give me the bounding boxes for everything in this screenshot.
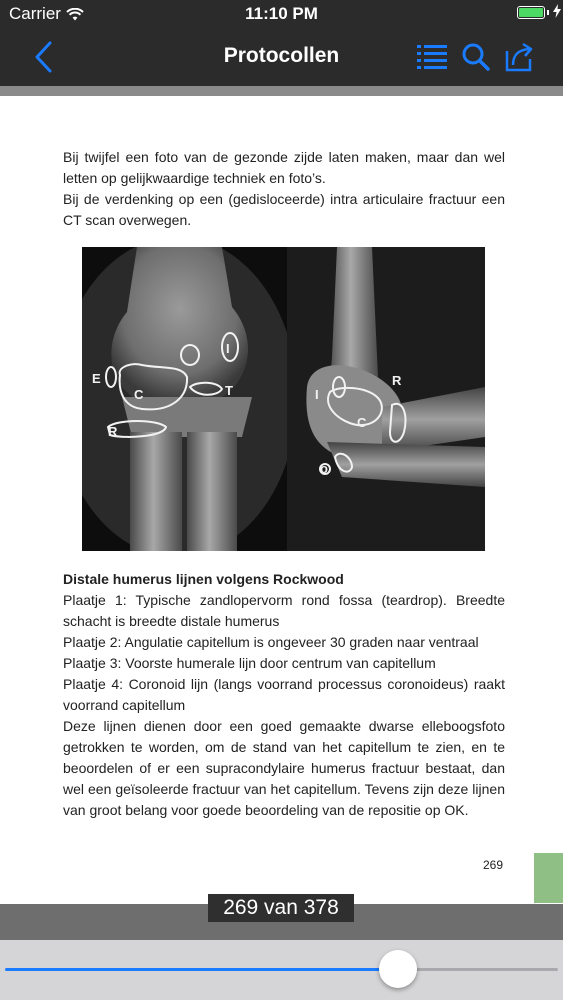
document-page[interactable] [0, 96, 563, 904]
intro-text [63, 147, 505, 231]
share-button[interactable] [504, 41, 534, 78]
status-bar [0, 0, 563, 28]
page-slider[interactable] [0, 940, 563, 1000]
chapter-tab [534, 853, 563, 903]
slider-thumb[interactable] [379, 950, 417, 988]
caption-line: Plaatje 1: Typische zandlopervorm rond fossa (teardrop). Breedte schacht is breedte distale humerus [63, 592, 505, 629]
list-icon [416, 43, 448, 71]
xray-label: C [357, 415, 367, 430]
caption-heading: Distale humerus lijnen volgens Rockwood [63, 571, 344, 587]
share-icon [504, 41, 534, 73]
slider-track[interactable] [398, 968, 558, 971]
table-of-contents-button[interactable] [416, 43, 448, 76]
xray-label: E [92, 371, 101, 386]
elbow-xray-image [82, 247, 485, 551]
caption-line: Plaatje 4: Coronoid lijn (langs voorrand processus coronoideus) raakt voorrand capitellum [63, 676, 505, 713]
xray-label: I [226, 341, 230, 356]
carrier-label: Carrier [9, 4, 61, 23]
page-title: Protocollen [223, 44, 340, 67]
search-button[interactable] [461, 42, 491, 77]
search-icon [461, 42, 491, 72]
xray-label: o [320, 461, 328, 476]
page-number: 269 [483, 858, 504, 872]
clock: 11:10 PM [245, 4, 318, 23]
caption-text [63, 569, 505, 821]
xray-label: R [392, 373, 402, 388]
intro-line: Bij de verdenking op een (gedisloceerde) intra articulaire fractuur een CT scan overwegen. [63, 191, 505, 228]
nav-divider [0, 86, 563, 96]
intro-line: Bij twijfel een foto van de gezonde zijde laten maken, maar dan wel letten op gelijkwaardige techniek en foto’s. [63, 149, 505, 186]
caption-line: Plaatje 3: Voorste humerale lijn door centrum van capitellum [63, 655, 436, 671]
caption-line: Plaatje 2: Angulatie capitellum is ongeveer 30 graden naar ventraal [63, 634, 479, 650]
xray-label: T [225, 383, 233, 398]
xray-label: R [108, 424, 118, 439]
charging-icon [553, 4, 561, 21]
xray-label: C [134, 387, 144, 402]
caption-line: Deze lijnen dienen door een goed gemaakte dwarse elleboogsfoto getrokken te worden, om de stand van het capitellum te zien, en te beoordelen of er een supracondylaire humerus fractuur bestaat, dan wel een geïsoleerde fractuur van het capitellum. Tevens zijn deze lijnen van groot belang voor goede beoordeling van de repositie op OK. [63, 718, 505, 818]
page-indicator: 269 van 378 [208, 894, 354, 922]
battery-icon [517, 6, 545, 19]
slider-track-filled[interactable] [5, 968, 398, 971]
battery-tip [547, 10, 549, 15]
xray-label: I [315, 387, 319, 402]
navigation-bar [0, 28, 563, 86]
